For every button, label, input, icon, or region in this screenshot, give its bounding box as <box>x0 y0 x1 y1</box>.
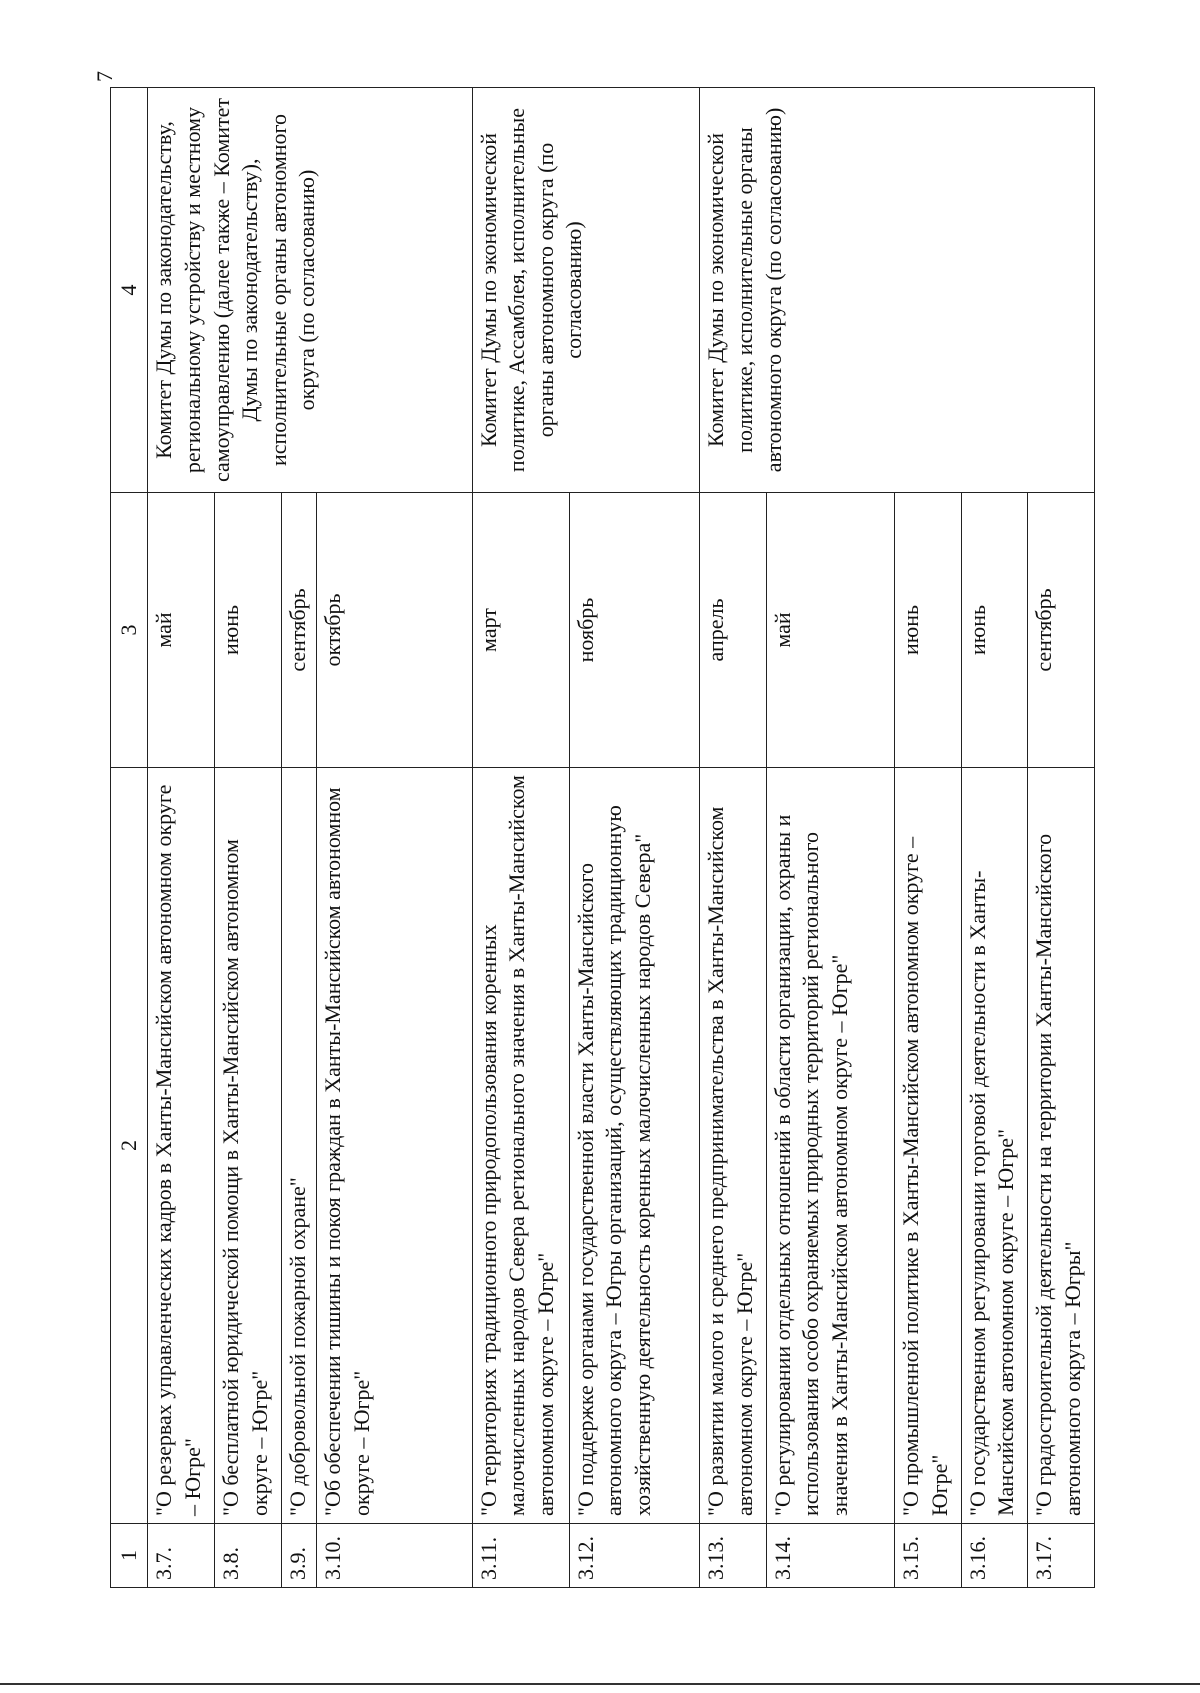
law-title: "О территориях традиционного природопользования коренных малочисленных народов Севера регионального значения в Ханты-Мансийском автономном округе – Югре" <box>472 768 569 1524</box>
law-title: "Об обеспечении тишины и покоя граждан в Ханты-Мансийском автономном округе – Югре" <box>317 768 472 1524</box>
row-month: май <box>766 493 894 768</box>
law-title: "О градостроительной деятельности на территории Ханты-Мансийского автономного округа – Югры" <box>1028 768 1095 1524</box>
bottom-rule-divider <box>0 1683 1200 1685</box>
law-title: "О бесплатной юридической помощи в Ханты-Мансийском автономном округе – Югре" <box>215 768 282 1524</box>
header-row <box>111 88 148 1588</box>
row-month: июнь <box>895 493 962 768</box>
law-title: "О регулировании отдельных отношений в области организации, охраны и использования особо охраняемых природных территорий регионального значения в Ханты-Мансийском автономном округе – Югре" <box>766 768 894 1524</box>
row-number: 3.17. <box>1028 1524 1095 1588</box>
table-row <box>472 88 569 1588</box>
row-month: май <box>148 493 215 768</box>
row-number: 3.14. <box>766 1524 894 1588</box>
header-col3: 3 <box>111 493 148 768</box>
plan-table <box>110 87 1095 1588</box>
law-title: "О промышленной политике в Ханты-Мансийском автономном округе – Югре" <box>895 768 962 1524</box>
row-month: март <box>472 493 569 768</box>
row-month: апрель <box>700 493 767 768</box>
row-number: 3.15. <box>895 1524 962 1588</box>
row-month: июнь <box>961 493 1028 768</box>
responsible-committee: Комитет Думы по экономической политике, исполнительные органы автономного округа (по согласованию) <box>700 88 1095 493</box>
row-month: сентябрь <box>281 493 317 768</box>
table-row <box>148 88 215 1588</box>
header-col2: 2 <box>111 768 148 1524</box>
row-number: 3.11. <box>472 1524 569 1588</box>
plan-table-container <box>110 88 1095 1588</box>
row-number: 3.13. <box>700 1524 767 1588</box>
row-month: сентябрь <box>1028 493 1095 768</box>
row-number: 3.10. <box>317 1524 472 1588</box>
row-month: ноябрь <box>569 493 700 768</box>
law-title: "О государственном регулировании торговой деятельности в Ханты-Мансийском автономном округе – Югре" <box>961 768 1028 1524</box>
header-col1: 1 <box>111 1524 148 1588</box>
row-number: 3.7. <box>148 1524 215 1588</box>
row-number: 3.12. <box>569 1524 700 1588</box>
table-row <box>700 88 767 1588</box>
page-number: 7 <box>92 71 117 82</box>
row-month: июнь <box>215 493 282 768</box>
row-number: 3.9. <box>281 1524 317 1588</box>
law-title: "О добровольной пожарной охране" <box>281 768 317 1524</box>
row-number: 3.16. <box>961 1524 1028 1588</box>
responsible-committee: Комитет Думы по экономической политике, Ассамблея, исполнительные органы автономного округа (по согласованию) <box>472 88 700 493</box>
law-title: "О резервах управленческих кадров в Ханты-Мансийском автономном округе – Югре" <box>148 768 215 1524</box>
responsible-committee: Комитет Думы по законодательству, региональному устройству и местному самоуправлению (далее также – Комитет Думы по законодательству), исполнительные органы автономного округа (по согласованию) <box>148 88 472 493</box>
row-number: 3.8. <box>215 1524 282 1588</box>
law-title: "О поддержке органами государственной власти Ханты-Мансийского автономного округа – Югры организаций, осуществляющих традиционную хозяйственную деятельность коренных малочисленных народов Севера" <box>569 768 700 1524</box>
header-col4: 4 <box>111 88 148 493</box>
row-month: октябрь <box>317 493 472 768</box>
law-title: "О развитии малого и среднего предпринимательства в Ханты-Мансийском автономном округе – Югре" <box>700 768 767 1524</box>
